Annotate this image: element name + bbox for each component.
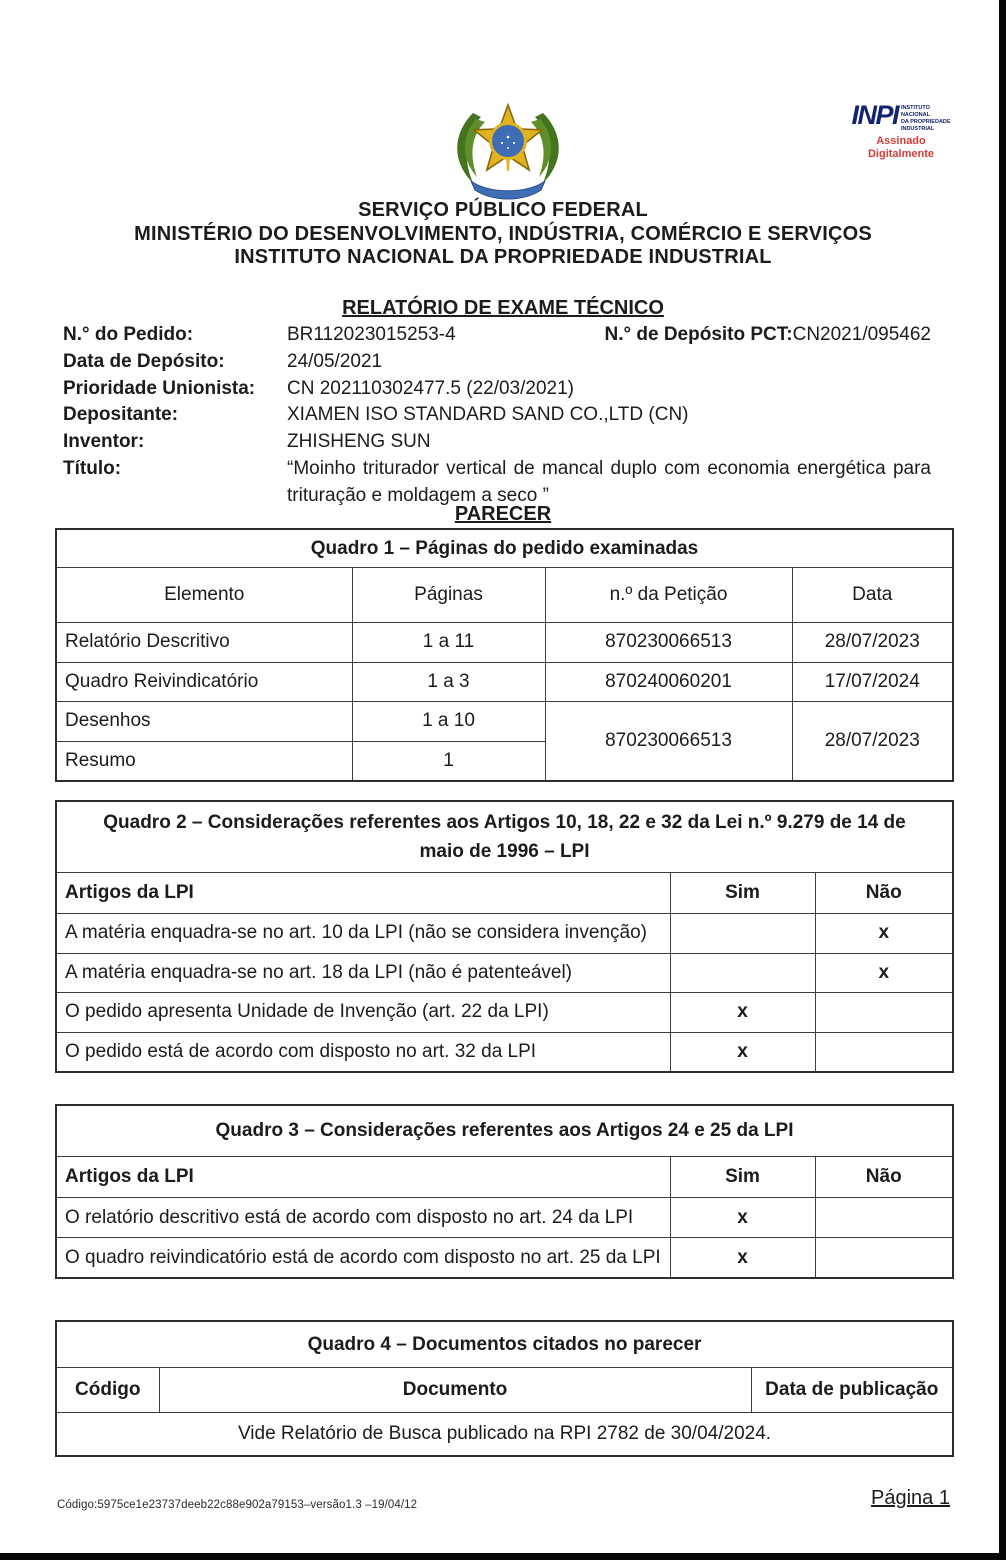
q2-cell-text: A matéria enquadra-se no art. 18 da LPI (não é patenteável) [56,953,670,993]
quadro2-header-row [56,873,953,914]
titulo-label: Título: [63,457,122,479]
quadro3-title: Quadro 3 – Considerações referentes aos Artigos 24 e 25 da LPI [56,1105,953,1157]
q2-header-sim: Sim [670,873,815,914]
q4-header-data-publicacao: Data de publicação [751,1368,953,1413]
q2-cell-text: A matéria enquadra-se no art. 10 da LPI (não se considera invenção) [56,914,670,954]
pedido-value: BR112023015253-4 [287,324,456,345]
quadro3-header-row [56,1157,953,1198]
inventor-value: ZHISHENG SUN [287,431,431,453]
q1-cell-data: 17/07/2024 [792,662,953,702]
q1-header-paginas: Páginas [352,568,545,623]
inpi-logo-name: INSTITUTO NACIONAL DA PROPRIEDADE INDUSTRIAL [900,105,951,133]
q1-cell-elemento: Resumo [56,741,352,781]
depositante-label: Depositante: [63,404,179,426]
q1-header-elemento: Elemento [56,568,352,623]
org-line-ministerio: MINISTÉRIO DO DESENVOLVIMENTO, INDÚSTRIA, COMÉRCIO E SERVIÇOS [134,222,872,245]
table-row [56,914,953,954]
table-row [56,1032,953,1072]
prioridade-value: CN 202110302477.5 (22/03/2021) [287,377,574,399]
q1-cell-peticao: 870230066513 [545,623,792,663]
q2-cell-sim [670,953,815,993]
q4-header-codigo: Código [56,1368,159,1413]
q2-cell-nao: x [815,914,953,954]
quadro1-title: Quadro 1 – Páginas do pedido examinadas [56,529,953,568]
q1-cell-peticao-merged: 870230066513 [545,702,792,782]
q2-cell-text: O pedido está de acordo com disposto no art. 32 da LPI [56,1032,670,1072]
q3-header-artigos: Artigos da LPI [56,1157,670,1198]
q4-header-documento: Documento [159,1368,751,1413]
quadro1-table [55,528,954,782]
q3-cell-text: O quadro reivindicatório está de acordo com disposto no art. 25 da LPI [56,1238,670,1279]
q1-header-peticao: n.º da Petição [545,568,792,623]
q1-cell-data: 28/07/2023 [792,623,953,663]
q1-cell-elemento: Desenhos [56,702,352,742]
q2-cell-sim: x [670,993,815,1033]
page-right-edge [999,0,1006,1560]
org-line-servico: SERVIÇO PÚBLICO FEDERAL [358,199,648,221]
q1-cell-elemento: Relatório Descritivo [56,623,352,663]
q3-cell-text: O relatório descritivo está de acordo com disposto no art. 24 da LPI [56,1198,670,1238]
org-header [0,199,1006,270]
q1-cell-data-merged: 28/07/2023 [792,702,953,782]
q2-cell-sim [670,914,815,954]
q2-header-nao: Não [815,873,953,914]
page-bottom-edge [0,1553,1006,1560]
q1-header-data: Data [792,568,953,623]
page-number: Página 1 [871,1487,950,1509]
inpi-logo-icon: INPI [851,100,898,130]
pct-label: N.° de Depósito PCT: [604,324,793,345]
table-row [56,702,953,742]
inventor-label: Inventor: [63,431,145,453]
quadro3-table [55,1104,954,1279]
q1-cell-paginas: 1 a 11 [352,623,545,663]
quadro4-table [55,1320,954,1457]
deposito-value: 24/05/2021 [287,350,383,372]
table-row [56,1413,953,1457]
quadro4-note: Vide Relatório de Busca publicado na RPI 2782 de 30/04/2024. [56,1413,953,1457]
quadro4-title: Quadro 4 – Documentos citados no parecer [56,1321,953,1368]
q2-cell-nao [815,1032,953,1072]
deposito-label: Data de Depósito: [63,350,225,372]
q3-cell-sim: x [670,1198,815,1238]
q1-cell-paginas: 1 a 10 [352,702,545,742]
q2-cell-sim: x [670,1032,815,1072]
q3-header-nao: Não [815,1157,953,1198]
q3-cell-nao [815,1198,953,1238]
pedido-label: N.° do Pedido: [63,324,194,345]
depositante-value: XIAMEN ISO STANDARD SAND CO.,LTD (CN) [287,404,689,426]
table-row [56,662,953,702]
q1-cell-paginas: 1 a 3 [352,662,545,702]
quadro1-header-row [56,568,953,623]
q2-cell-nao: x [815,953,953,993]
field-inventor [63,429,931,456]
prioridade-label: Prioridade Unionista: [63,377,256,399]
bibliographic-fields [63,322,931,510]
field-data-deposito [63,349,931,376]
table-row [56,993,953,1033]
q2-header-artigos: Artigos da LPI [56,873,670,914]
q1-cell-paginas: 1 [352,741,545,781]
q1-cell-elemento: Quadro Reivindicatório [56,662,352,702]
signed-digitally-label: Assinado Digitalmente [867,134,934,160]
q2-cell-nao [815,993,953,1033]
field-depositante [63,402,931,429]
q1-cell-peticao: 870240060201 [545,662,792,702]
q3-cell-sim: x [670,1238,815,1279]
q3-cell-nao [815,1238,953,1279]
parecer-heading: PARECER [454,503,552,525]
field-pedido [63,322,931,349]
titulo-value: “Moinho triturador vertical de mancal duplo com economia energética para trituração e moldagem a seco ” [287,457,931,506]
report-title: RELATÓRIO DE EXAME TÉCNICO [342,297,664,319]
table-row [56,1238,953,1279]
quadro2-table [55,800,954,1073]
field-titulo [63,456,931,510]
org-line-instituto: INSTITUTO NACIONAL DA PROPRIEDADE INDUSTRIAL [234,246,772,268]
quadro2-title: Quadro 2 – Considerações referentes aos Artigos 10, 18, 22 e 32 da Lei n.º 9.279 de 14 de maio de 1996 – LPI [56,801,953,873]
pct-value: CN2021/095462 [792,324,931,345]
q2-cell-text: O pedido apresenta Unidade de Invenção (art. 22 da LPI) [56,993,670,1033]
q3-header-sim: Sim [670,1157,815,1198]
inpi-signature-stamp [826,102,976,161]
table-row [56,623,953,663]
table-row [56,1198,953,1238]
field-prioridade [63,376,931,403]
brazil-coat-of-arms-icon [441,93,575,205]
table-row [56,953,953,993]
footer-code-line: Código:5975ce1e23737deeb22c88e902a79153–versão1.3 –19/04/12 [57,1499,418,1511]
quadro4-header-row [56,1368,953,1413]
